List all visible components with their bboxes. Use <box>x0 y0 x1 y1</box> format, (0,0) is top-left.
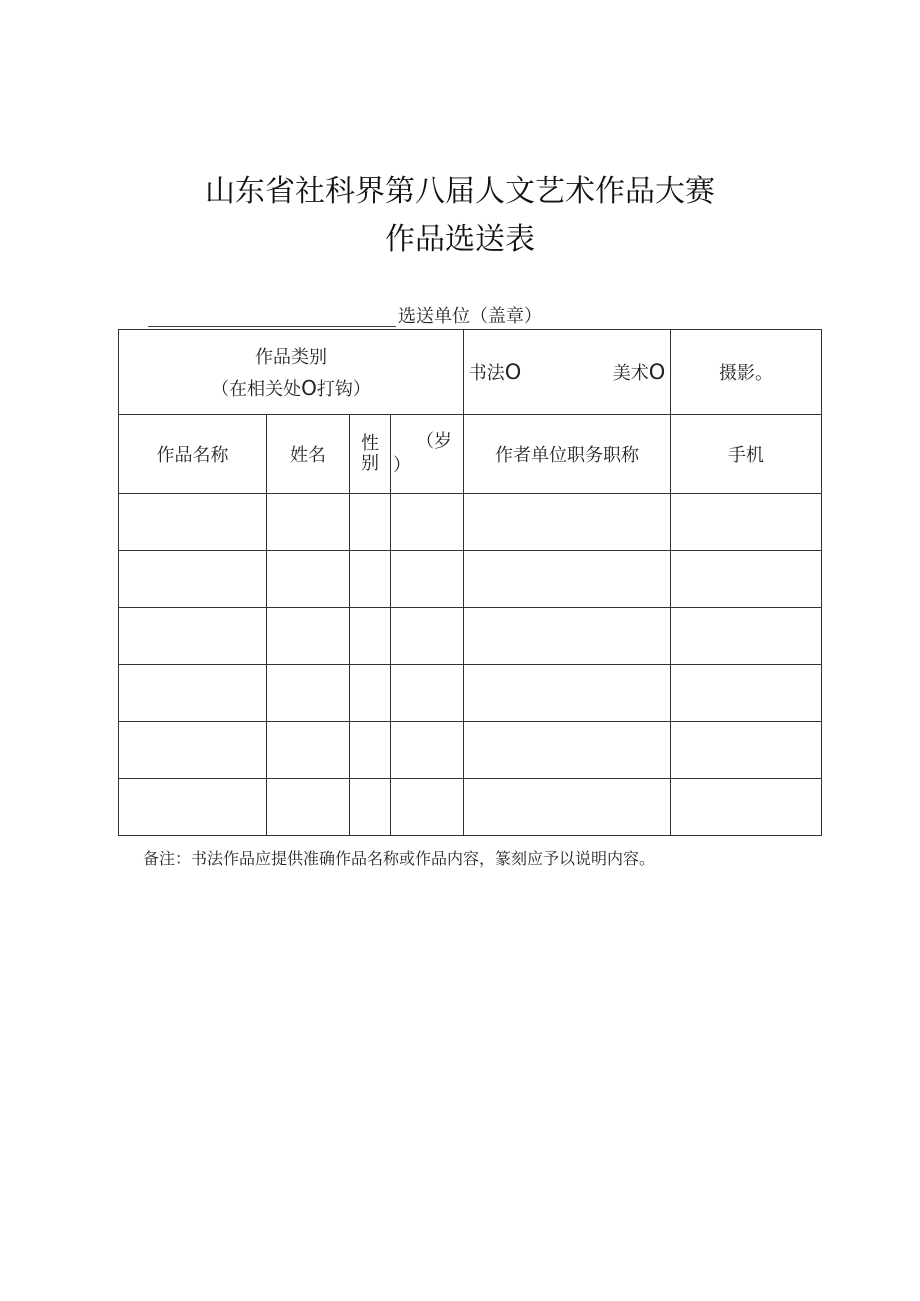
document-title: 山东省社科界第八届人文艺术作品大赛 <box>205 174 715 209</box>
calligraphy-check-circle: O <box>504 360 522 384</box>
cell-phone[interactable] <box>671 722 822 779</box>
cell-unit-title[interactable] <box>464 551 671 608</box>
cell-age[interactable] <box>391 494 464 551</box>
cell-gender[interactable] <box>350 779 391 836</box>
cell-phone[interactable] <box>671 551 822 608</box>
cell-gender[interactable] <box>350 722 391 779</box>
cell-gender[interactable] <box>350 665 391 722</box>
table-row <box>119 722 822 779</box>
cell-name[interactable] <box>267 608 350 665</box>
cell-age[interactable] <box>391 608 464 665</box>
cell-name[interactable] <box>267 551 350 608</box>
cell-phone[interactable] <box>671 779 822 836</box>
cell-name[interactable] <box>267 665 350 722</box>
submission-table <box>118 329 822 836</box>
cell-unit-title[interactable] <box>464 779 671 836</box>
unit-label: 选送单位（盖章） <box>398 306 542 327</box>
header-name: 姓名 <box>267 415 350 494</box>
cell-work-name[interactable] <box>119 608 267 665</box>
table-row <box>119 665 822 722</box>
option-fine-art[interactable]: 美术O <box>612 360 666 384</box>
header-unit-title: 作者单位职务职称 <box>464 415 671 494</box>
cell-name[interactable] <box>267 722 350 779</box>
cell-work-name[interactable] <box>119 722 267 779</box>
document-subtitle: 作品选送表 <box>385 222 535 257</box>
header-row <box>119 415 822 494</box>
table-row <box>119 779 822 836</box>
cell-work-name[interactable] <box>119 551 267 608</box>
cell-phone[interactable] <box>671 494 822 551</box>
header-phone: 手机 <box>671 415 822 494</box>
fine-art-check-circle: O <box>648 360 666 384</box>
cell-work-name[interactable] <box>119 494 267 551</box>
table-row <box>119 551 822 608</box>
category-label-cell <box>119 330 464 415</box>
cell-age[interactable] <box>391 722 464 779</box>
footnote: 备注：书法作品应提供准确作品名称或作品内容，篆刻应予以说明内容。 <box>143 849 656 868</box>
cell-unit-title[interactable] <box>464 494 671 551</box>
option-photography[interactable]: 摄影。 <box>671 330 822 415</box>
cell-age[interactable] <box>391 551 464 608</box>
cell-unit-title[interactable] <box>464 722 671 779</box>
unit-fill-line[interactable] <box>148 326 396 327</box>
cell-unit-title[interactable] <box>464 608 671 665</box>
table-row <box>119 494 822 551</box>
cell-name[interactable] <box>267 494 350 551</box>
cell-name[interactable] <box>267 779 350 836</box>
cell-age[interactable] <box>391 779 464 836</box>
category-options-cell <box>464 330 671 415</box>
cell-work-name[interactable] <box>119 779 267 836</box>
category-row <box>119 330 822 415</box>
cell-gender[interactable] <box>350 608 391 665</box>
cell-unit-title[interactable] <box>464 665 671 722</box>
cell-phone[interactable] <box>671 665 822 722</box>
cell-work-name[interactable] <box>119 665 267 722</box>
cell-age[interactable] <box>391 665 464 722</box>
category-instruction: （在相关处O打钩） <box>211 376 371 400</box>
header-age: （岁 ） <box>391 415 464 494</box>
header-gender: 性 别 <box>350 415 391 494</box>
option-calligraphy[interactable]: 书法O <box>468 360 522 384</box>
cell-gender[interactable] <box>350 494 391 551</box>
category-label: 作品类别 <box>255 347 327 368</box>
table-row <box>119 608 822 665</box>
header-work-name: 作品名称 <box>119 415 267 494</box>
cell-gender[interactable] <box>350 551 391 608</box>
cell-phone[interactable] <box>671 608 822 665</box>
check-mark-symbol: O <box>301 376 317 400</box>
